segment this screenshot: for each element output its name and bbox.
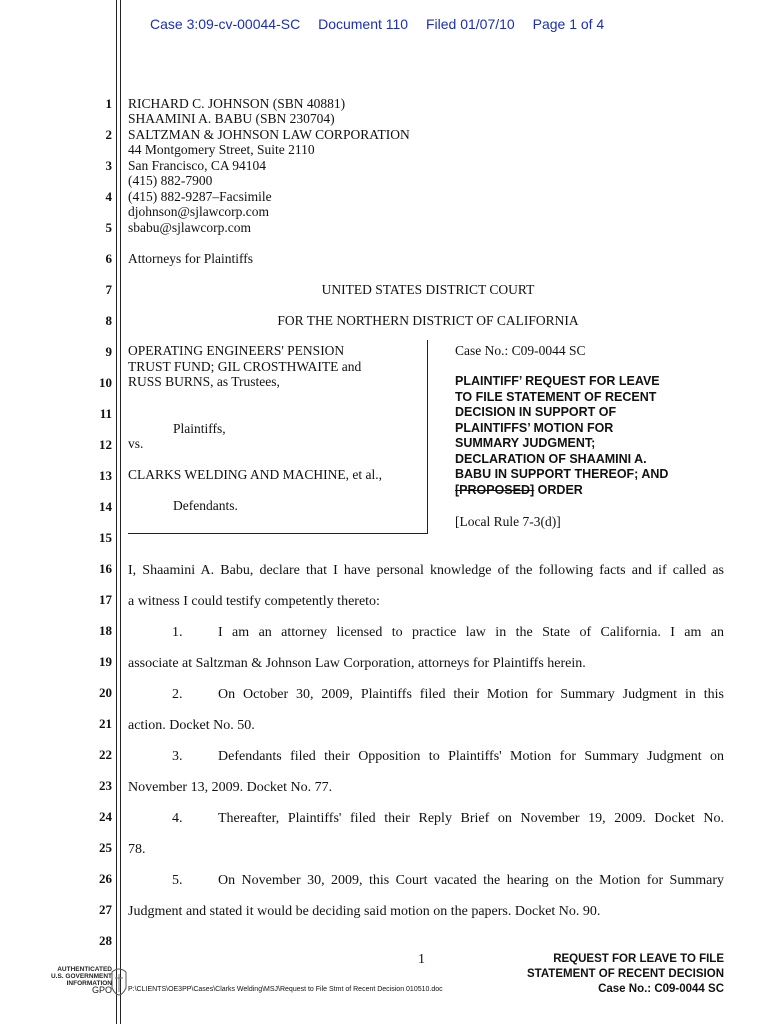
title-line: SUMMARY JUDGMENT; (455, 436, 596, 450)
title-line: TO FILE STATEMENT OF RECENT (455, 389, 657, 404)
line-number: 4 (105, 189, 112, 204)
line-number: 24 (99, 809, 112, 824)
counsel-line: 44 Montgomery Street, Suite 2110 (128, 142, 315, 157)
counsel-line: SALTZMAN & JOHNSON LAW CORPORATION (128, 127, 410, 142)
versus: vs. (128, 436, 144, 451)
line-number: 10 (99, 375, 112, 390)
line-number: 18 (99, 623, 112, 638)
title-line: DECISION IN SUPPORT OF (455, 405, 617, 419)
footer-case-number: Case No.: C09-0044 SC (598, 983, 724, 995)
line-number: 7 (105, 282, 112, 297)
paragraph-number: 3. (172, 749, 183, 764)
defendant-name: CLARKS WELDING AND MACHINE, et al., (128, 467, 382, 482)
page-number: 1 (418, 952, 425, 967)
caption-divider-horizontal (128, 533, 428, 534)
counsel-line: (415) 882-9287–Facsimile (128, 189, 272, 204)
title-line: PLAINTIFF’ REQUEST FOR LEAVE (455, 374, 660, 388)
line-number: 28 (99, 933, 112, 948)
counsel-line: San Francisco, CA 94104 (128, 158, 266, 173)
line-number: 22 (99, 747, 112, 762)
line-number: 5 (105, 220, 112, 235)
local-rule: [Local Rule 7-3(d)] (455, 513, 561, 529)
title-line: PLAINTIFFS’ MOTION FOR (455, 420, 614, 435)
court-district: FOR THE NORTHERN DISTRICT OF CALIFORNIA (277, 313, 579, 328)
counsel-email: sbabu@sjlawcorp.com (128, 220, 252, 235)
plaintiffs-label: Plaintiffs, (173, 420, 226, 436)
paragraph-line: November 13, 2009. Docket No. 77. (128, 780, 333, 795)
paragraph-number: 1. (172, 625, 183, 640)
title-line: DECLARATION OF SHAAMINI A. (455, 451, 647, 466)
paragraph-line: associate at Saltzman & Johnson Law Corporation, attorneys for Plaintiffs herein. (128, 656, 586, 671)
line-number: 2 (105, 127, 112, 142)
file-path: P:\CLIENTS\OE3PP\Cases\Clarks Welding\MSJ\Request to File Stmt of Recent Decision 010510.doc (128, 986, 443, 993)
paragraph-line: Thereafter, Plaintiffs' filed their Reply Brief on November 19, 2009. Docket No. (218, 811, 724, 826)
caption-title-block (455, 343, 735, 529)
plaintiff-line: OPERATING ENGINEERS' PENSION (128, 343, 345, 358)
paragraph-number: 5. (172, 873, 183, 888)
caption-divider-vertical (427, 340, 428, 533)
paragraph-line: Defendants filed their Opposition to Plaintiffs' Motion for Summary Judgment on (218, 749, 724, 764)
title-line-last (455, 483, 735, 499)
counsel-line: SHAAMINI A. BABU (SBN 230704) (128, 111, 335, 126)
paragraph-line: On November 30, 2009, this Court vacated the hearing on the Motion for Summary (218, 873, 724, 888)
line-number: 19 (99, 654, 112, 669)
court-name: UNITED STATES DISTRICT COURT (321, 282, 535, 297)
line-number: 6 (105, 251, 112, 266)
line-number: 25 (99, 840, 112, 855)
counsel-email: djohnson@sjlawcorp.com (128, 204, 270, 219)
paragraph-line: 78. (128, 842, 146, 857)
counsel-line: RICHARD C. JOHNSON (SBN 40881) (128, 96, 346, 111)
gpo-eagle-icon (110, 966, 128, 1006)
case-number: Case No.: C09-0044 SC (455, 343, 586, 358)
left-margin-rule (116, 0, 117, 1024)
line-number: 12 (99, 437, 112, 452)
paragraph-line: On October 30, 2009, Plaintiffs filed their Motion for Summary Judgment in this (218, 687, 724, 702)
line-number: 20 (99, 685, 112, 700)
gpo-line: INFORMATION (66, 980, 112, 987)
document-title (455, 374, 735, 498)
line-number: 3 (105, 158, 112, 173)
plaintiff-line: RUSS BURNS, as Trustees, (128, 374, 280, 389)
plaintiff-line: TRUST FUND; GIL CROSTHWAITE and (128, 358, 362, 374)
line-number: 8 (105, 313, 112, 328)
intro-line: I, Shaamini A. Babu, declare that I have personal knowledge of the following facts and if called as (128, 563, 724, 578)
ecf-header (150, 16, 618, 32)
line-number: 15 (99, 530, 112, 545)
paragraph-line: action. Docket No. 50. (128, 718, 255, 733)
caption-parties (128, 343, 428, 514)
title-end: ORDER (534, 482, 583, 497)
footer-caption-line: REQUEST FOR LEAVE TO FILE (553, 953, 724, 965)
gpo-authentication-seal (40, 966, 112, 994)
paragraph-number: 4. (172, 811, 183, 826)
line-number: 21 (99, 716, 112, 731)
line-number: 13 (99, 468, 112, 483)
attorneys-for: Attorneys for Plaintiffs (128, 251, 253, 266)
gpo-line: AUTHENTICATED (57, 966, 112, 973)
line-number: 17 (99, 592, 112, 607)
footer-caption (490, 952, 724, 997)
footer-caption-line: STATEMENT OF RECENT DECISION (527, 968, 724, 980)
left-margin-rule-inner (120, 0, 121, 1024)
line-number: 1 (105, 96, 112, 111)
line-number: 27 (99, 902, 112, 917)
line-number: 11 (99, 406, 112, 421)
paragraph-line: Judgment and stated it would be deciding said motion on the papers. Docket No. 90. (128, 904, 601, 919)
line-number: 14 (99, 499, 112, 514)
line-number: 16 (99, 561, 112, 576)
defendants-label: Defendants. (173, 498, 238, 513)
line-number: 26 (99, 871, 112, 886)
gpo-line: GPO (91, 985, 112, 995)
header-case-number: Case 3:09-cv-00044-SC (150, 16, 301, 32)
intro-line: a witness I could testify competently thereto: (128, 594, 380, 609)
title-line: BABU IN SUPPORT THEREOF; AND (455, 467, 669, 481)
header-filed-date: Filed 01/07/10 (425, 16, 515, 32)
paragraph-line: I am an attorney licensed to practice law in the State of California. I am an (218, 625, 724, 640)
paragraph-number: 2. (172, 687, 183, 702)
struck-proposed: [PROPOSED] (455, 482, 535, 497)
line-number: 9 (105, 344, 112, 359)
gpo-line: U.S. GOVERNMENT (50, 973, 112, 980)
header-document-number: Document 110 (318, 16, 409, 32)
line-number: 23 (99, 778, 112, 793)
counsel-line: (415) 882-7900 (128, 173, 213, 188)
header-page-count: Page 1 of 4 (532, 16, 605, 32)
